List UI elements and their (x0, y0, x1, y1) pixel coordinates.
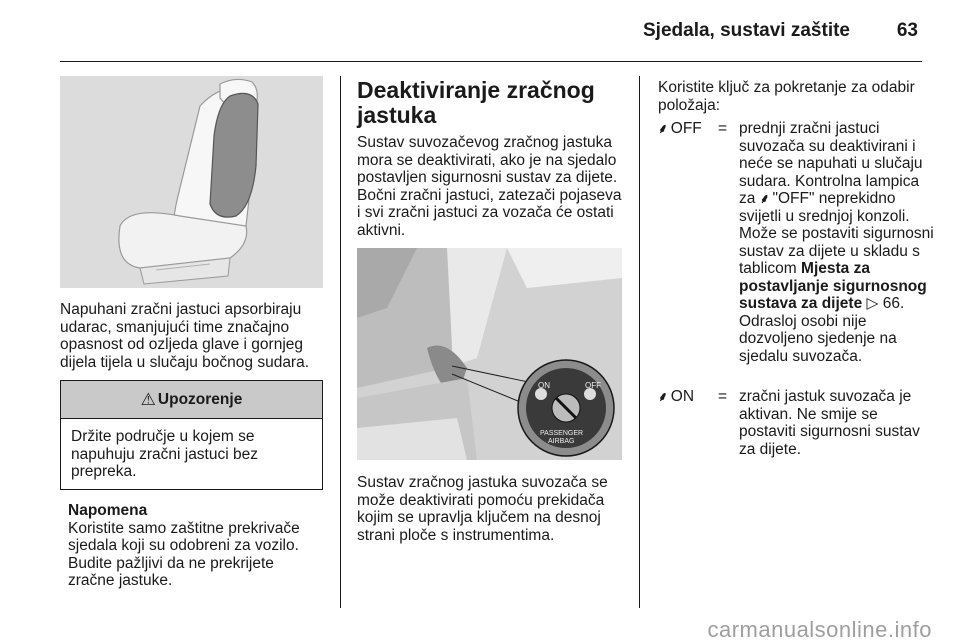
warning-box (60, 380, 323, 490)
airbag-off-inline-icon: ⸙ (759, 191, 770, 206)
on-definition (658, 388, 934, 468)
note-body: Koristite samo zaštitne prekrivače sjedala koji su odobreni za vozilo. Budite pažljivi da ne prekrijete zračne jastuke. (68, 519, 300, 589)
selection-intro: Koristite ključ za pokretanje za odabir položaja: (658, 79, 915, 114)
watermark: carmanualsonline.info (707, 617, 932, 642)
switch-label-on: ON (538, 381, 550, 390)
warning-triangle-icon: ⚠ (140, 389, 156, 409)
off-definition (658, 120, 934, 380)
airbag-on-icon: ⸙ (658, 389, 668, 404)
seat-drawing (60, 76, 323, 288)
column-divider-left (340, 76, 341, 608)
warning-body: Držite područje u kojem se napuhuju zračni jastuci bez prepreka. (71, 428, 258, 480)
switch-label-off: OFF (585, 381, 601, 390)
figure-caption: Sustav zračnog jastuka suvozača se može deaktivirati pomoću prekidača kojim se upravlja ključem na desnoj strani ploče s instrumentima. (357, 474, 608, 544)
switch-label-passenger: PASSENGER (540, 430, 584, 437)
off-desc-part3: Odrasloj osobi nije dozvoljeno sjedenje na sjedalu suvozača. (739, 312, 897, 365)
dashboard-switch-drawing (357, 248, 622, 460)
airbag-off-icon: ⸙ (658, 121, 668, 136)
on-term-label: ON (670, 388, 695, 405)
column-divider-right (639, 76, 640, 608)
off-term (658, 120, 702, 138)
warning-header (61, 381, 322, 419)
note-block (68, 502, 323, 590)
page-header (60, 0, 922, 62)
section-paragraph: Sustav suvozačevog zračnog jastuka mora se deaktivirati, ako je na sjedalo postavljen sigurnosni sustav za dijete. Bočni zračni jastuci, zatezači pojaseva i svi zračni jastuci za vozača će ostati aktivni. (357, 134, 622, 239)
warning-title: Upozorenje (157, 390, 243, 408)
switch-label-airbag: AIRBAG (548, 438, 575, 445)
off-term-label: OFF (670, 120, 702, 137)
intro-paragraph: Napuhani zračni jastuci apsorbiraju udarac, smanjujući time značajno opasnost od ozljeda glave i gornjeg dijela tijela u slučaju bočnog sudara. (60, 301, 310, 371)
off-equals: = (718, 120, 728, 137)
seat-airbag-illustration (60, 76, 323, 288)
on-description: zračni jastuk suvozača je aktivan. Ne smije se postaviti sigurnosni sustav za dijete. (739, 388, 920, 458)
note-title: Napomena (68, 502, 148, 519)
off-description (739, 120, 934, 365)
off-desc-part1: prednji zračni jastuci suvozača su deaktivirani i neće se napuhati u slučaju sudara. Kontrolna lampica za (739, 120, 923, 207)
on-term (658, 388, 694, 406)
section-heading: Deaktiviranje zračnog jastuka (357, 77, 595, 128)
page-number: 63 (896, 20, 918, 41)
airbag-switch-illustration (357, 248, 622, 460)
off-desc-part2: "OFF" neprekidno svijetli u srednjoj konzoli. Može se postaviti sigurnosni sustav za dijete u skladu s tablicom (739, 190, 934, 277)
on-equals: = (718, 388, 728, 405)
page-title: Sjedala, sustavi zaštite (643, 20, 850, 41)
arrow-ref-icon: ▷ (866, 295, 879, 312)
page-reference[interactable]: 66. (882, 295, 905, 312)
child-seat-table-link[interactable]: Mjesta za postavljanje sigurnosnog sustava za dijete (739, 260, 927, 312)
